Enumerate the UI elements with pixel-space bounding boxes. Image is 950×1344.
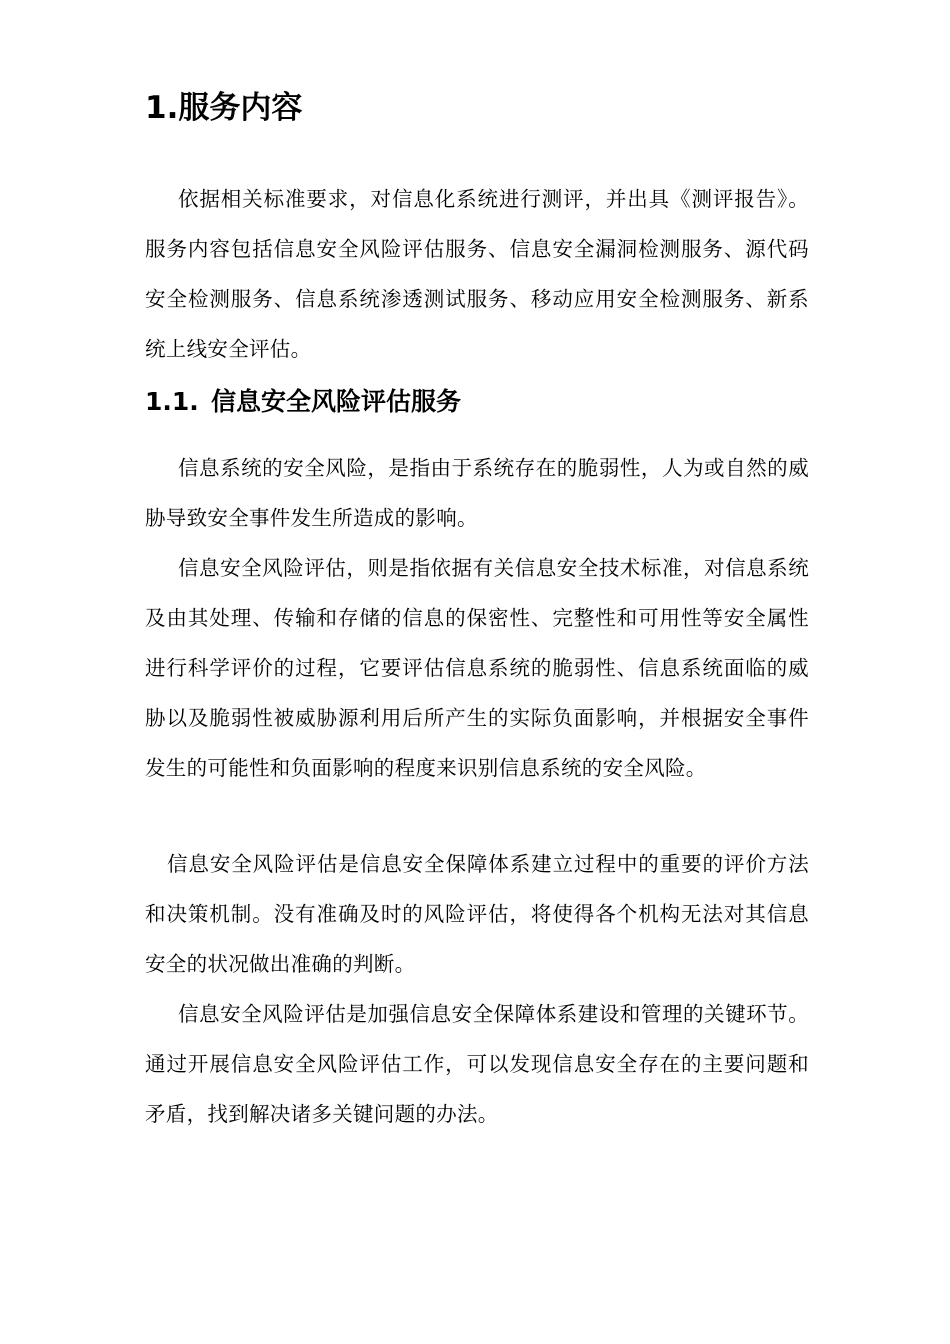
subsection-number: 1.1. [145,387,199,416]
body-paragraph: 信息安全风险评估，则是指依据有关信息安全技术标准，对信息系统及由其处理、传输和存储的信息的保密性、完整性和可用性等安全属性进行科学评价的过程，它要评估信息系统的脆弱性、信息系统面临的威胁以及脆弱性被威胁源利用后所产生的实际负面影响，并根据安全事件发生的可能性和负面影响的程度来识别信息系统的安全风险。 [145,556,809,780]
subsection-heading [145,382,461,422]
body-paragraph: 信息安全风险评估是加强信息安全保障体系建设和管理的关键环节。通过开展信息安全风险评估工作，可以发现信息安全存在的主要问题和矛盾，找到解决诸多关键问题的办法。 [145,1002,809,1126]
section-title: 服务内容 [178,90,303,126]
subsection-title: 信息安全风险评估服务 [211,387,462,416]
section-heading [145,86,302,130]
body-paragraph: 信息系统的安全风险，是指由于系统存在的脆弱性，人为或自然的威胁导致安全事件发生所造成的影响。 [145,456,809,530]
section-intro-paragraph: 依据相关标准要求，对信息化系统进行测评，并出具《测评报告》。服务内容包括信息安全风险评估服务、信息安全漏洞检测服务、源代码安全检测服务、信息系统渗透测试服务、移动应用安全检测服务、新系统上线安全评估。 [145,187,809,361]
body-paragraph: 信息安全风险评估是信息安全保障体系建立过程中的重要的评价方法和决策机制。没有准确及时的风险评估，将使得各个机构无法对其信息安全的状况做出准确的判断。 [145,852,809,976]
section-number: 1. [145,90,179,126]
